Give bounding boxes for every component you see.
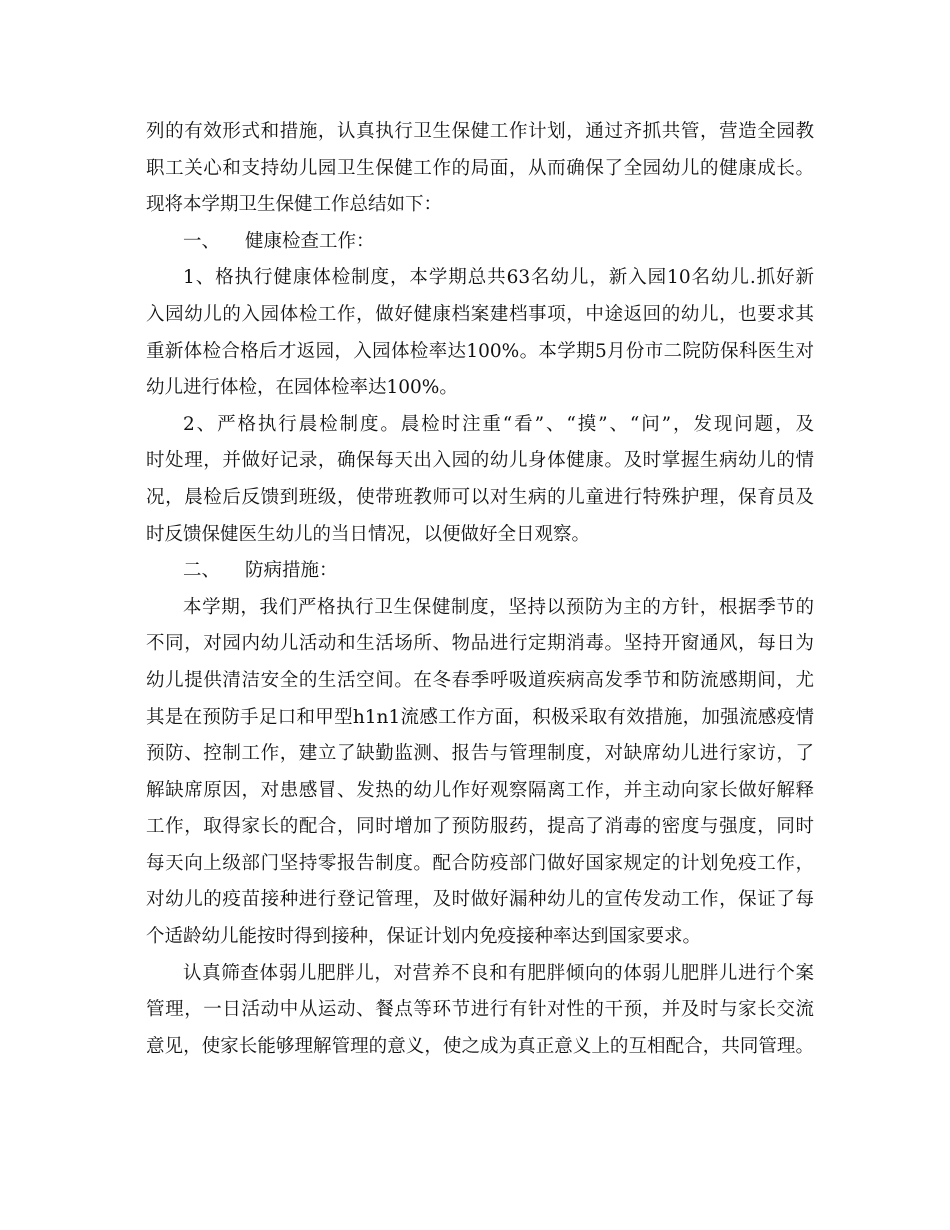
body-line: 重新体检合格后才返园，入园体检率达100%。本学期5月份市二院防保科医生对 bbox=[146, 340, 814, 362]
body-line: 意见，使家长能够理解管理的意义，使之成为真正意义上的互相配合，共同管理。 bbox=[146, 1035, 814, 1057]
section-number: 一、 bbox=[183, 230, 221, 252]
body-line: 解缺席原因，对患感冒、发热的幼儿作好观察隔离工作，并主动向家长做好解释 bbox=[146, 779, 814, 801]
body-line: 本学期，我们严格执行卫生保健制度，坚持以预防为主的方针，根据季节的 bbox=[183, 596, 814, 618]
body-line: 其是在预防手足口和甲型h1n1流感工作方面，积极采取有效措施，加强流感疫情 bbox=[146, 706, 814, 728]
body-line: 对幼儿的疫苗接种进行登记管理，及时做好漏种幼儿的宣传发动工作，保证了每 bbox=[146, 889, 814, 911]
section-number: 二、 bbox=[183, 560, 221, 582]
body-line: 现将本学期卫生保健工作总结如下： bbox=[146, 194, 443, 216]
body-line: 个适龄幼儿能按时得到接种，保证计划内免疫接种率达到国家要求。 bbox=[146, 926, 702, 948]
section-title: 防病措施： bbox=[245, 560, 338, 582]
body-line: 职工关心和支持幼儿园卫生保健工作的局面，从而确保了全园幼儿的健康成长。 bbox=[146, 157, 814, 179]
body-line: 时反馈保健医生幼儿的当日情况，以便做好全日观察。 bbox=[146, 523, 591, 545]
body-line: 入园幼儿的入园体检工作，做好健康档案建档事项，中途返回的幼儿，也要求其 bbox=[146, 303, 814, 325]
body-line: 时处理，并做好记录，确保每天出入园的幼儿身体健康。及时掌握生病幼儿的情 bbox=[146, 450, 814, 472]
body-line: 工作，取得家长的配合，同时增加了预防服药，提高了消毒的密度与强度，同时 bbox=[146, 816, 814, 838]
body-line: 2、严格执行晨检制度。晨检时注重“看”、“摸”、“问”，发现问题，及 bbox=[183, 413, 814, 435]
body-line: 不同，对园内幼儿活动和生活场所、物品进行定期消毒。坚持开窗通风，每日为 bbox=[146, 633, 814, 655]
section-heading-health-check bbox=[146, 224, 814, 261]
body-line: 管理，一日活动中从运动、餐点等环节进行有针对性的干预，并及时与家长交流 bbox=[146, 999, 814, 1021]
body-line: 预防、控制工作，建立了缺勤监测、报告与管理制度，对缺席幼儿进行家访，了 bbox=[146, 743, 814, 765]
body-line: 幼儿进行体检，在园体检率达100%。 bbox=[146, 377, 458, 399]
body-line: 列的有效形式和措施，认真执行卫生保健工作计划，通过齐抓共管，营造全园教 bbox=[146, 121, 814, 142]
section-heading-disease-prevention bbox=[146, 553, 814, 590]
body-line: 幼儿提供清洁安全的生活空间。在冬春季呼吸道疾病高发季节和防流感期间，尤 bbox=[146, 669, 814, 691]
body-line: 1、格执行健康体检制度，本学期总共63名幼儿，新入园10名幼儿.抓好新 bbox=[183, 267, 814, 289]
body-line: 每天向上级部门坚持零报告制度。配合防疫部门做好国家规定的计划免疫工作， bbox=[146, 852, 814, 874]
document-body bbox=[146, 114, 814, 1065]
body-line: 况，晨检后反馈到班级，使带班教师可以对生病的儿童进行特殊护理，保育员及 bbox=[146, 486, 814, 508]
section-title: 健康检查工作： bbox=[245, 230, 375, 252]
body-line: 认真筛查体弱儿肥胖儿，对营养不良和有肥胖倾向的体弱儿肥胖儿进行个案 bbox=[183, 962, 814, 984]
